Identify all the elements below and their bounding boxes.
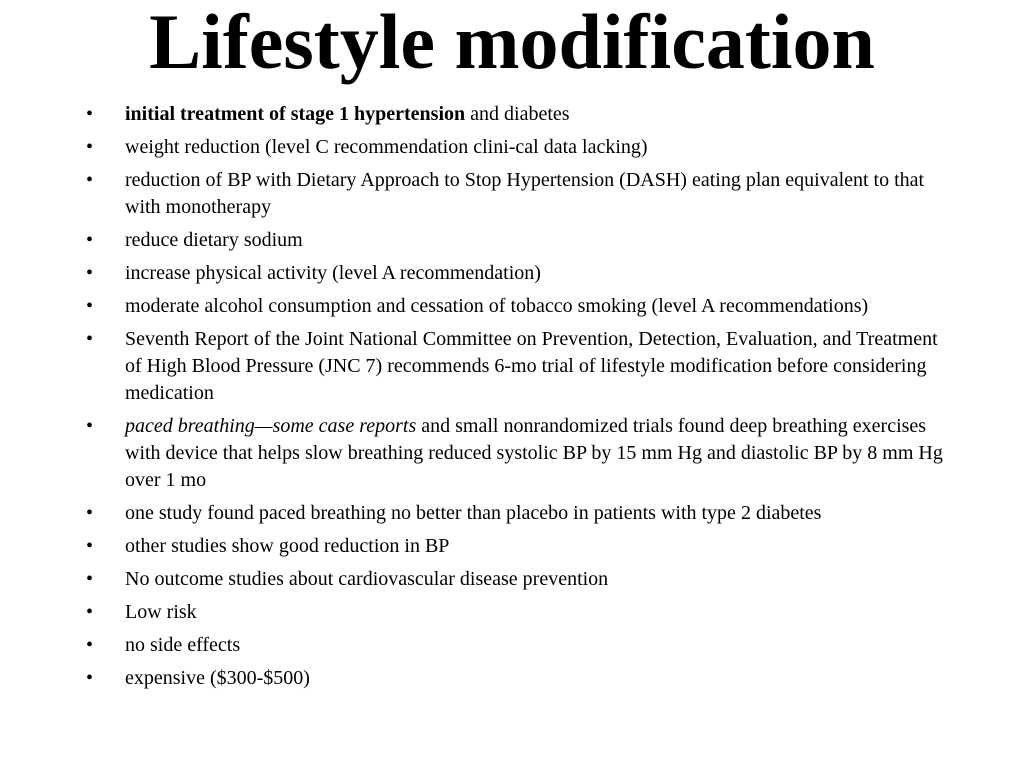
bullet-icon: • xyxy=(86,568,94,590)
bullet-text: no side effects xyxy=(125,634,241,656)
bullet-icon: • xyxy=(86,229,94,251)
slide-title: Lifestyle modification xyxy=(149,0,875,85)
bullet-icon: • xyxy=(86,136,94,158)
bullet-text: one study found paced breathing no better than placebo in patients with type 2 diabetes xyxy=(125,502,822,524)
bullet-text: increase physical activity (level A recommendation) xyxy=(125,262,541,284)
bullet-item xyxy=(86,326,946,407)
bullet-item xyxy=(86,566,946,593)
bullet-item xyxy=(86,293,946,320)
bullet-icon: • xyxy=(86,103,94,125)
bullet-icon: • xyxy=(86,535,94,557)
bullet-item xyxy=(86,665,946,692)
bullet-item xyxy=(86,227,946,254)
bullet-text: and diabetes xyxy=(465,103,570,125)
bullet-icon: • xyxy=(86,415,94,437)
bullet-icon: • xyxy=(86,169,94,191)
bullet-icon: • xyxy=(86,295,94,317)
bullet-text: weight reduction (level C recommendation clini-cal data lacking) xyxy=(125,136,648,158)
bullet-item xyxy=(86,413,946,494)
bullet-text: other studies show good reduction in BP xyxy=(125,535,450,557)
bullet-emphasis: paced breathing—some case reports xyxy=(125,415,417,437)
bullet-text: reduce dietary sodium xyxy=(125,229,303,251)
bullet-icon: • xyxy=(86,601,94,623)
bullet-text: Low risk xyxy=(125,601,197,623)
bullet-item xyxy=(86,167,946,221)
bullet-text: and small nonrandomized trials found deep breathing exercises with device that helps slow breathing reduced systolic BP by 15 mm Hg and diastolic BP by 8 mm Hg over 1 mo xyxy=(125,415,943,491)
bullet-icon: • xyxy=(86,502,94,524)
bullet-emphasis: initial treatment of stage 1 hypertension xyxy=(125,103,466,125)
bullet-icon: • xyxy=(86,262,94,284)
bullet-icon: • xyxy=(86,634,94,656)
bullet-item xyxy=(86,101,946,128)
bullet-item xyxy=(86,500,946,527)
bullet-text: reduction of BP with Dietary Approach to Stop Hypertension (DASH) eating plan equivalent to that with monotherapy xyxy=(125,169,925,218)
bullet-item xyxy=(86,260,946,287)
bullet-text: expensive ($300-$500) xyxy=(125,667,310,689)
bullet-text: Seventh Report of the Joint National Committee on Prevention, Detection, Evaluation, and Treatment of High Blood Pressure (JNC 7) recommends 6-mo trial of lifestyle modification before considering medication xyxy=(125,328,938,404)
bullet-item xyxy=(86,632,946,659)
bullet-icon: • xyxy=(86,328,94,350)
bullet-item xyxy=(86,599,946,626)
bullet-item xyxy=(86,134,946,161)
bullet-icon: • xyxy=(86,667,94,689)
bullet-item xyxy=(86,533,946,560)
bullet-text: No outcome studies about cardiovascular disease prevention xyxy=(125,568,609,590)
bullet-list xyxy=(86,101,946,698)
bullet-text: moderate alcohol consumption and cessation of tobacco smoking (level A recommendations) xyxy=(125,295,869,317)
